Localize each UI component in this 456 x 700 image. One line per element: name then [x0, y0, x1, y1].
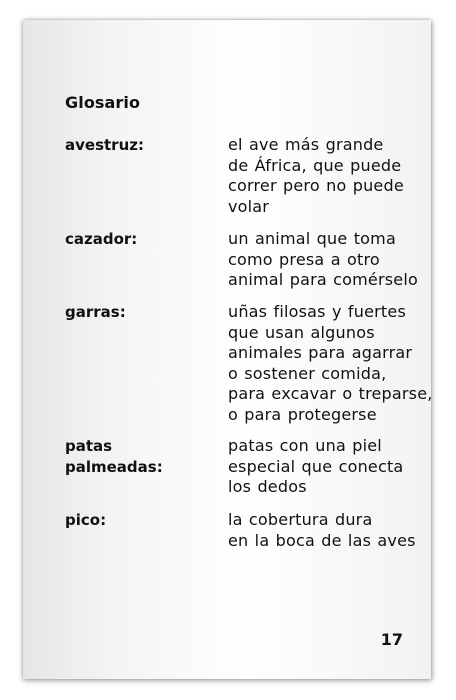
glossary-definition — [228, 510, 416, 551]
definition-line: animales para agarrar — [228, 343, 413, 362]
glossary-title: Glosario — [65, 93, 141, 112]
glossary-term — [65, 302, 126, 323]
glossary-term — [65, 135, 144, 156]
term-line: garras: — [65, 303, 126, 321]
glossary-definition — [228, 135, 404, 217]
term-line: patas — [65, 437, 113, 455]
glossary-term — [65, 436, 163, 477]
term-line: palmeadas: — [65, 457, 163, 476]
book-page — [23, 20, 431, 679]
definition-line: un animal que toma — [228, 229, 396, 248]
definition-line: los dedos — [228, 477, 307, 496]
term-line: cazador: — [65, 230, 138, 248]
definition-line: que usan algunos — [228, 322, 375, 342]
definition-line: el ave más grande — [228, 135, 384, 154]
definition-line: correr pero no puede — [228, 176, 404, 195]
glossary-term — [65, 510, 106, 531]
glossary-definition — [228, 302, 433, 425]
definition-line: de África, que puede — [228, 155, 402, 175]
term-line: pico: — [65, 511, 107, 529]
glossary-term — [65, 229, 137, 250]
definition-line: la cobertura dura — [228, 510, 373, 529]
definition-line: como presa a otro — [228, 249, 380, 269]
definition-line: patas con una piel — [228, 436, 382, 455]
term-line: avestruz: — [65, 136, 144, 154]
definition-line: especial que conecta — [228, 456, 404, 476]
definition-line: en la boca de las aves — [228, 530, 416, 550]
definition-line: o sostener comida, — [228, 363, 387, 383]
definition-line: volar — [228, 196, 270, 216]
glossary-definition — [228, 436, 403, 498]
definition-line: animal para comérselo — [228, 270, 418, 289]
page-number: 17 — [380, 630, 403, 649]
glossary-definition — [228, 229, 418, 291]
definition-line: para excavar o treparse, — [228, 384, 433, 403]
definition-line: o para protegerse — [228, 404, 377, 424]
definition-line: uñas filosas y fuertes — [228, 302, 406, 321]
